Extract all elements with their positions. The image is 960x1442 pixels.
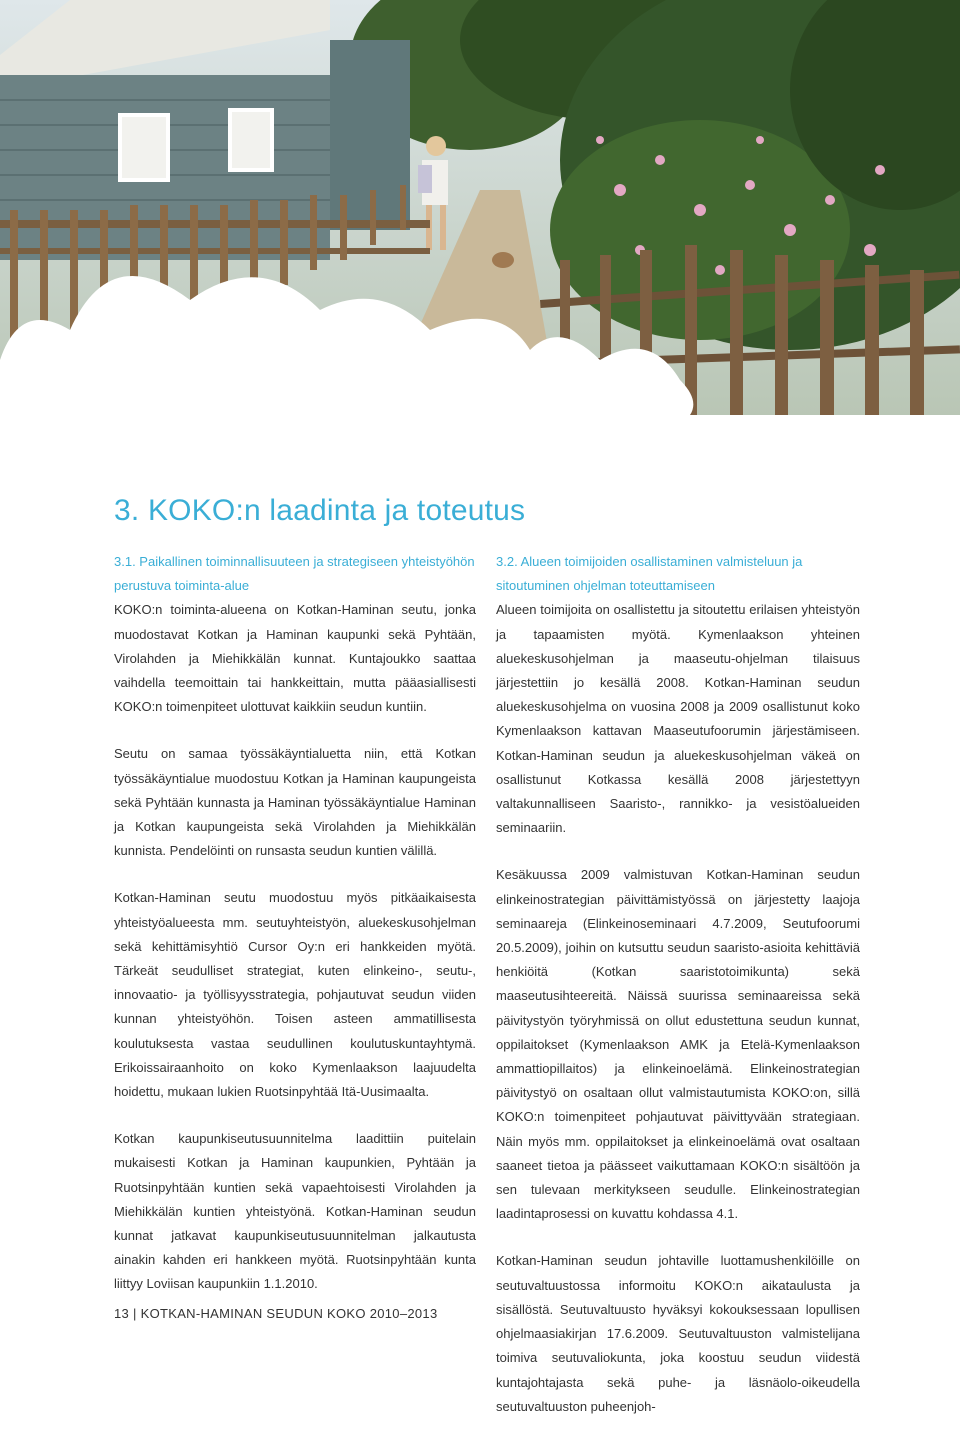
paragraph: Kotkan-Haminan seutu muodostuu myös pitkäaikaisesta yhteistyöalueesta mm. seutuyhteistyön, aluekeskusohjelman sekä kehittämisyhtiö Cursor Oy:n eri hankkeiden myötä. Tärkeät seudulliset strategiat, kuten elinkeino-, seutu-, innovaatio- ja työllisyysstrategia, pohjautuvat seudun viiden kunnan yhteistyöhön. Toisen asteen ammatillisesta koulutuksesta vastaa seudullinen koulutuskuntayhtymä. Erikoissairaanhoito on koko Kymenlaakson laajuudelta hoidettu, mukaan lukien Ruotsinpyhtää Itä-Uusimaalta.: [114, 890, 476, 1100]
publication-title: KOTKAN-HAMINAN SEUDUN KOKO 2010–2013: [140, 1306, 438, 1321]
page-title: 3. KOKO:n laadinta ja toteutus: [114, 494, 526, 527]
paragraph: KOKO:n toiminta-alueena on Kotkan-Haminan seutu, jonka muodostavat Kotkan ja Haminan kaupunki sekä Pyhtään, Virolahden ja Miehikkälän kunnat. Kuntajoukko saattaa vaihdella teemoittain tai hankkeittain, mutta pääasiallisesti KOKO:n toimenpiteet ulottuvat kaikkiin seudun kuntiin.: [114, 602, 476, 715]
paragraph: Alueen toimijoita on osallistettu ja sitoutettu erilaisen yhteistyön ja tapaamisten myötä. Kymenlaakson yhteinen aluekeskusohjelman ja maaseutu-ohjelman tilaisuus järjestettiin jo kesällä 2008. Kotkan-Haminan seudun aluekeskusohjelma on vuosina 2008 ja 2009 osallistunut koko Kymenlaakson kattavan Maaseutufoorumin järjestämiseen. Kotkan-Haminan seudun ja aluekeskusohjelman väkeä on osallistunut Kotkassa kesällä 2008 järjestettyyn valtakunnalliseen Saaristo-, rannikko- ja vesistöalueiden seminaariin.: [496, 602, 860, 836]
paragraph: Kesäkuussa 2009 valmistuvan Kotkan-Haminan seudun elinkeinostrategian päivittämistyössä on järjestetty laajoja seminaareja (Elinkeinoseminaari 4.7.2009, Seutufoorumi 20.5.2009), joihin on kutsuttu seudun saaristo-asioita kehittäviä henkiöitä (Kotkan saaristotoimikunta) sekä maaseutusihteereitä. Näissä suurissa seminaareissa sekä päivitystyön työryhmissä on ollut edustettuna seudun kunnat, oppilaitokset (Kymenlaakson AMK ja Etelä-Kymenlaakson ammattiopillaitos) ja elinkeinoelämä. Elinkeinostrategian päivitystyö on osaltaan ollut valmistautumista KOKO:on, sillä KOKO:n toimenpiteet pohjautuvat päivittyvään strategiaan. Näin myös mm. oppilaitokset ja elinkeinoelämä ovat osaltaan saaneet tietoa ja päässeet vaikuttamaan KOKO:n sisältöön ja sen tulevaan merkitykseen seudulle. Elinkeinostrategian laadintaprosessi on kuvattu kohdassa 4.1.: [496, 867, 860, 1222]
section-subheading: 3.2. Alueen toimijoiden osallistaminen valmisteluun ja sitoutuminen ohjelman toteuttamiseen: [496, 554, 803, 594]
paragraph: Kotkan-Haminan seudun johtaville luottamushenkilöille on seutuvaltuustossa informoitu KOKO:n aikataulusta ja sisällöstä. Seutuvaltuusto hyväksyi kokouksessaan lopullisen ohjelmaasiakirjan 17.6.2009. Seutuvaltuuston valmistelijana toimiva seutuvaliokunta, joka koostuu seudun viidestä kuntajohtajasta sekä puhe- ja läsnäolo-oikeudella seutuvaltuuston puheenjoh-: [496, 1253, 860, 1414]
right-column: [496, 550, 860, 1442]
village-path-illustration: [0, 0, 960, 415]
paragraph: Seutu on samaa työssäkäyntialuetta niin, että Kotkan työssäkäyntialue muodostuu Kotkan ja Haminan kaupungeista sekä Pyhtään kunnasta ja Haminan työssäkäyntialue Haminan ja Kotkan kaupungeista sekä Virolahden ja Miehikkälän kunnista. Pendelöinti on runsasta seudun kuntien välillä.: [114, 746, 476, 859]
header-photo: [0, 0, 960, 415]
section-subheading: 3.1. Paikallinen toiminnallisuuteen ja strategiseen yhteistyöhön perustuva toiminta-alue: [114, 554, 475, 594]
left-column: [114, 550, 476, 1320]
page-footer: [114, 1306, 438, 1321]
page-number: 13: [114, 1306, 130, 1321]
footer-separator: |: [132, 1306, 137, 1321]
paragraph: Kotkan kaupunkiseutusuunnitelma laadittiin puitelain mukaisesti Kotkan ja Haminan kaupunkien, Pyhtään ja Ruotsinpyhtään kuntien sekä vapaehtoisesti Virolahden ja Miehikkälän kuntien yhteistyönä. Kotkan-Haminan seudun kunnat jatkavat kaupunkiseutusuunnitelman jalkautusta ainakin kahden eri hankkeen myötä. Ruotsinpyhtään kunta liittyy Loviisan kaupunkiin 1.1.2010.: [114, 1131, 476, 1292]
